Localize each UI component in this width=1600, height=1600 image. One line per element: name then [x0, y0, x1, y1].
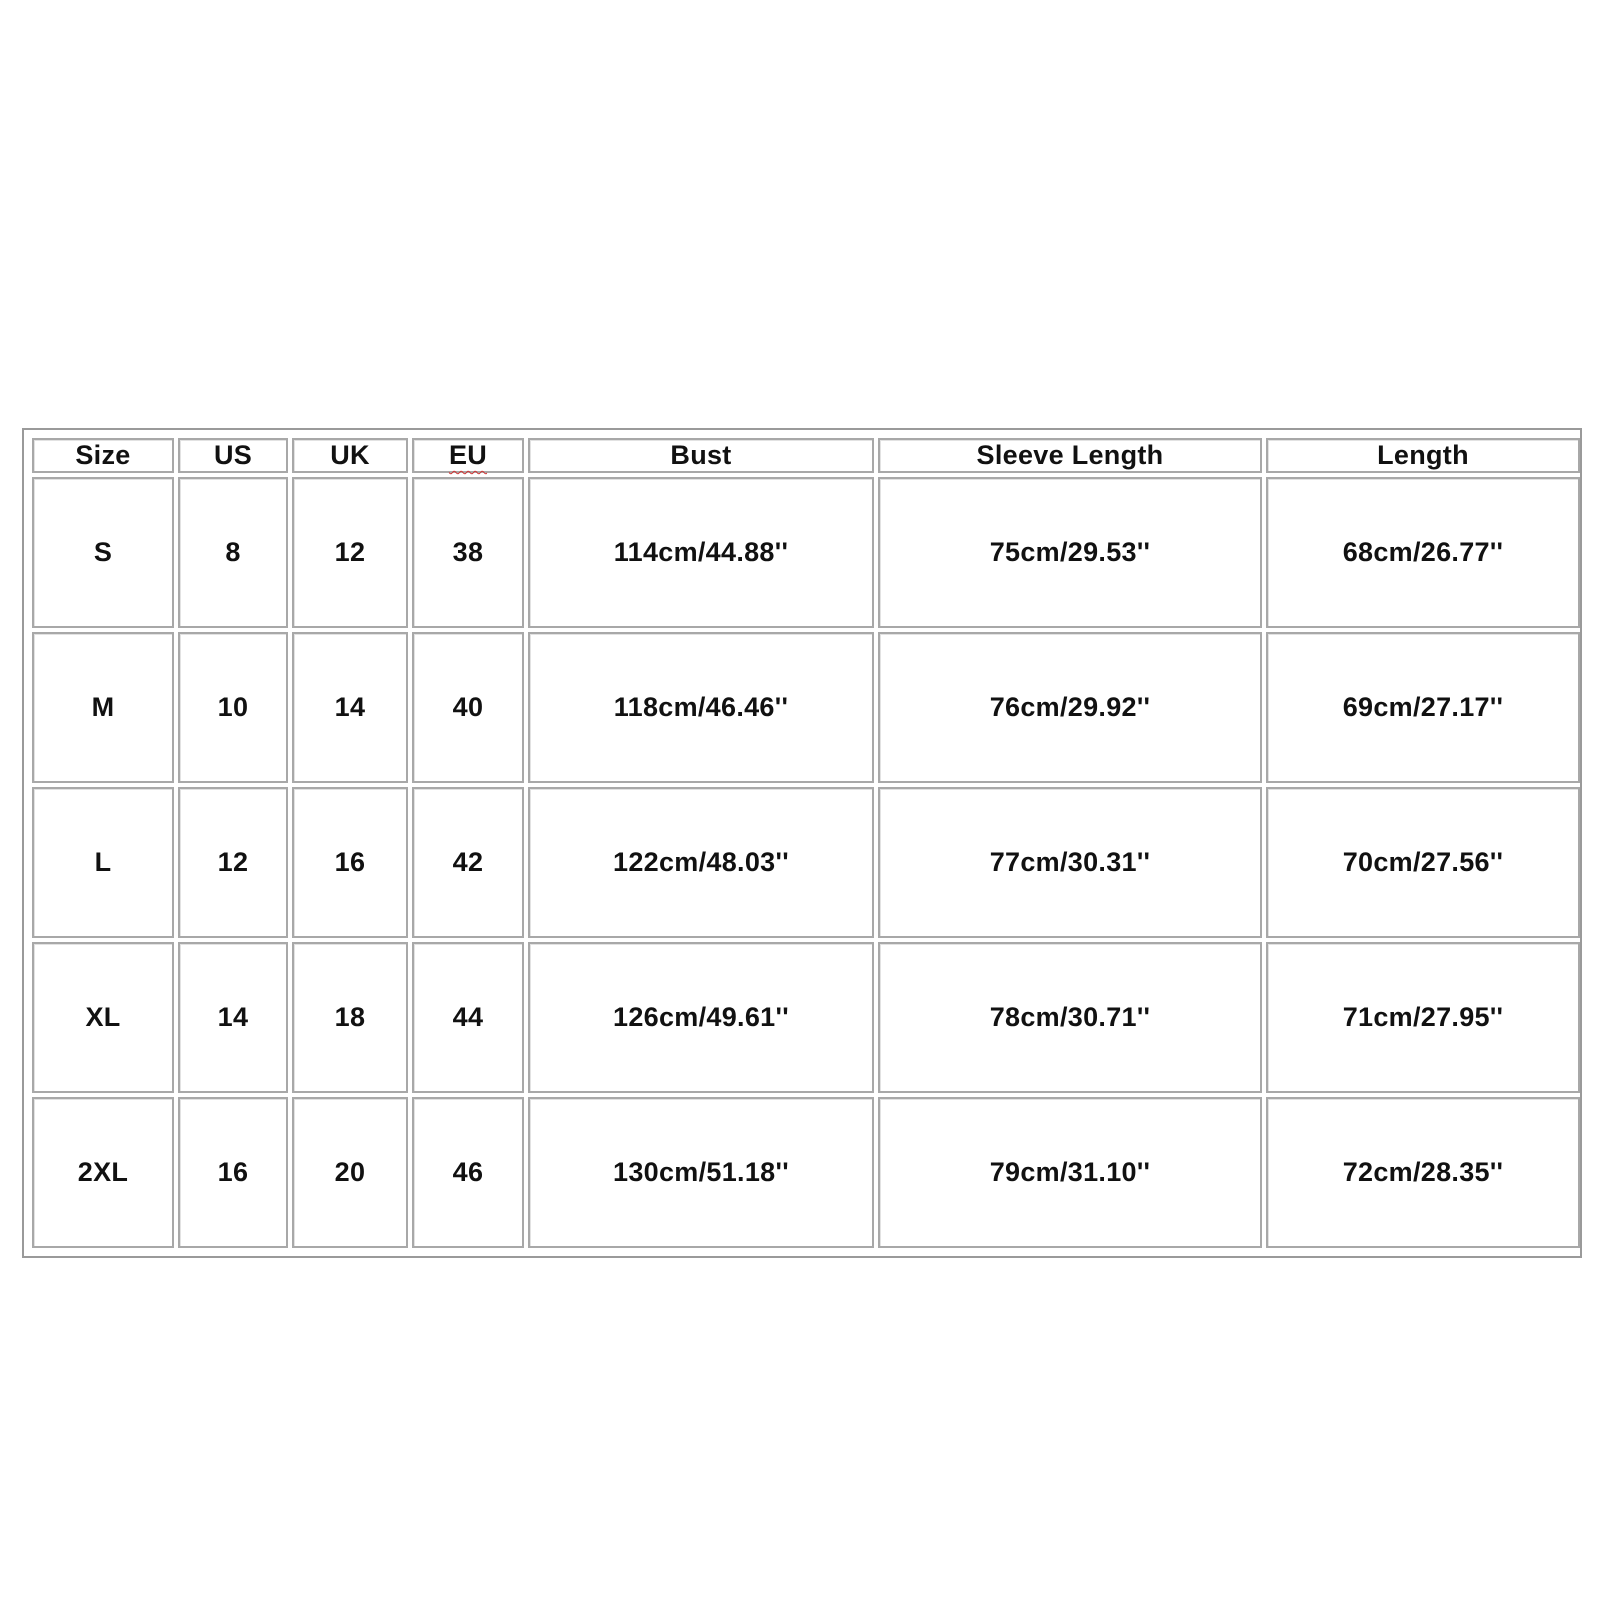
cell-size: M — [32, 632, 174, 783]
cell-length: 70cm/27.56'' — [1266, 787, 1580, 938]
cell-uk: 18 — [292, 942, 408, 1093]
cell-bust: 118cm/46.46'' — [528, 632, 874, 783]
cell-sleeve-length: 76cm/29.92'' — [878, 632, 1262, 783]
cell-us: 14 — [178, 942, 288, 1093]
header-length: Length — [1266, 438, 1580, 473]
cell-bust: 122cm/48.03'' — [528, 787, 874, 938]
table-row — [32, 942, 1580, 1093]
header-sleeve-length: Sleeve Length — [878, 438, 1262, 473]
header-uk: UK — [292, 438, 408, 473]
cell-length: 72cm/28.35'' — [1266, 1097, 1580, 1248]
table-row — [32, 1097, 1580, 1248]
cell-sleeve-length: 78cm/30.71'' — [878, 942, 1262, 1093]
cell-eu: 42 — [412, 787, 524, 938]
cell-us: 10 — [178, 632, 288, 783]
cell-length: 69cm/27.17'' — [1266, 632, 1580, 783]
cell-uk: 12 — [292, 477, 408, 628]
cell-bust: 130cm/51.18'' — [528, 1097, 874, 1248]
header-size: Size — [32, 438, 174, 473]
cell-sleeve-length: 77cm/30.31'' — [878, 787, 1262, 938]
size-chart-table — [28, 434, 1584, 1252]
table-header-row — [32, 438, 1580, 473]
cell-uk: 20 — [292, 1097, 408, 1248]
cell-us: 12 — [178, 787, 288, 938]
header-eu — [412, 438, 524, 473]
table-row — [32, 632, 1580, 783]
cell-sleeve-length: 75cm/29.53'' — [878, 477, 1262, 628]
cell-us: 16 — [178, 1097, 288, 1248]
cell-us: 8 — [178, 477, 288, 628]
header-us: US — [178, 438, 288, 473]
cell-eu: 44 — [412, 942, 524, 1093]
cell-size: 2XL — [32, 1097, 174, 1248]
header-bust: Bust — [528, 438, 874, 473]
cell-uk: 16 — [292, 787, 408, 938]
cell-bust: 114cm/44.88'' — [528, 477, 874, 628]
cell-eu: 46 — [412, 1097, 524, 1248]
cell-eu: 38 — [412, 477, 524, 628]
cell-sleeve-length: 79cm/31.10'' — [878, 1097, 1262, 1248]
cell-uk: 14 — [292, 632, 408, 783]
table-row — [32, 477, 1580, 628]
cell-length: 68cm/26.77'' — [1266, 477, 1580, 628]
cell-bust: 126cm/49.61'' — [528, 942, 874, 1093]
header-eu-label: EU — [448, 440, 488, 470]
cell-eu: 40 — [412, 632, 524, 783]
cell-length: 71cm/27.95'' — [1266, 942, 1580, 1093]
cell-size: L — [32, 787, 174, 938]
table-row — [32, 787, 1580, 938]
cell-size: S — [32, 477, 174, 628]
size-chart-frame — [22, 428, 1582, 1258]
cell-size: XL — [32, 942, 174, 1093]
